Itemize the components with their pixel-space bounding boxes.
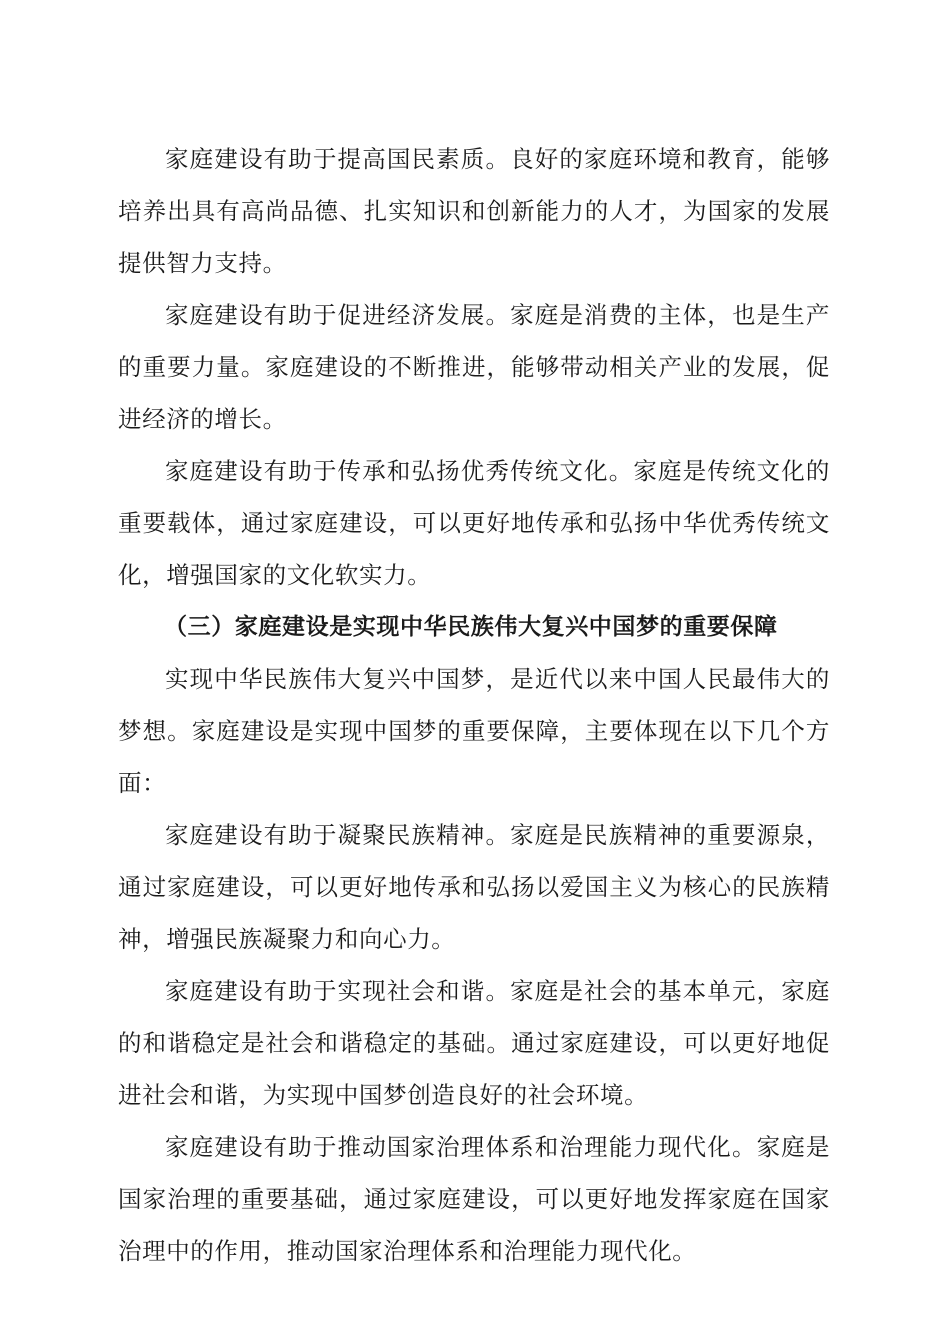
paragraph-economic-development: 家庭建设有助于促进经济发展。家庭是消费的主体，也是生产的重要力量。家庭建设的不断推进，能够带动相关产业的发展，促进经济的增长。 — [118, 301, 830, 433]
paragraph-governance-modernization: 家庭建设有助于推动国家治理体系和治理能力现代化。家庭是国家治理的重要基础，通过家庭建设，可以更好地发挥家庭在国家治理中的作用，推动国家治理体系和治理能力现代化。 — [118, 1133, 830, 1265]
paragraph-national-spirit: 家庭建设有助于凝聚民族精神。家庭是民族精神的重要源泉，通过家庭建设，可以更好地传承和弘扬以爱国主义为核心的民族精神，增强民族凝聚力和向心力。 — [118, 821, 830, 953]
paragraph-national-quality: 家庭建设有助于提高国民素质。良好的家庭环境和教育，能够培养出具有高尚品德、扎实知识和创新能力的人才，为国家的发展提供智力支持。 — [118, 145, 830, 277]
paragraph-chinese-dream-intro: 实现中华民族伟大复兴中国梦，是近代以来中国人民最伟大的梦想。家庭建设是实现中国梦的重要保障，主要体现在以下几个方面： — [118, 665, 830, 797]
document-page — [118, 133, 830, 1277]
paragraph-social-harmony: 家庭建设有助于实现社会和谐。家庭是社会的基本单元，家庭的和谐稳定是社会和谐稳定的基础。通过家庭建设，可以更好地促进社会和谐，为实现中国梦创造良好的社会环境。 — [118, 977, 830, 1109]
section-heading-3: （三）家庭建设是实现中华民族伟大复兴中国梦的重要保障 — [164, 614, 778, 640]
paragraph-traditional-culture: 家庭建设有助于传承和弘扬优秀传统文化。家庭是传统文化的重要载体，通过家庭建设，可以更好地传承和弘扬中华优秀传统文化，增强国家的文化软实力。 — [118, 457, 830, 589]
